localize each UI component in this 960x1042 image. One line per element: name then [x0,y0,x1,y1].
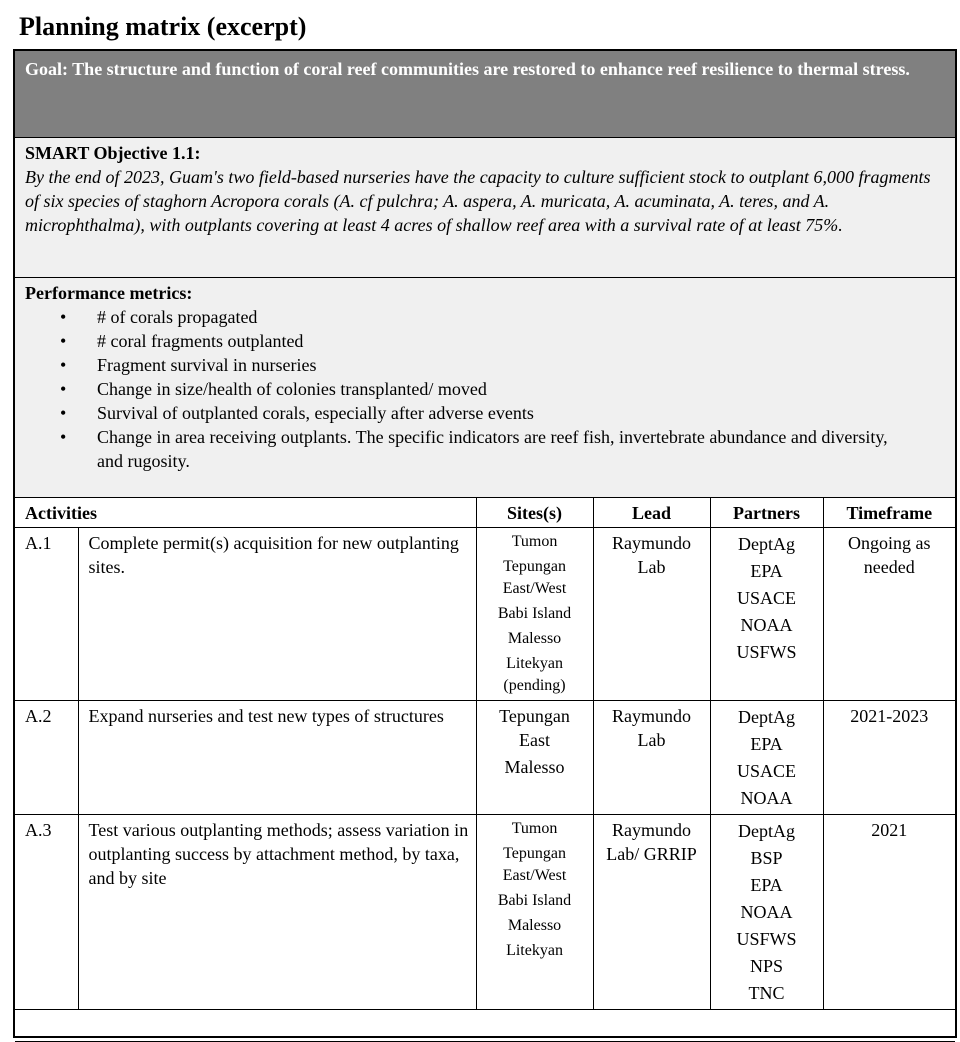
smart-objective [15,138,955,278]
list-item: • Survival of outplanted corals, especially after adverse events [60,403,534,423]
sites-cell: Tepungan East Malesso [476,701,593,815]
list-item: • Change in size/health of colonies transplanted/ moved [60,379,487,399]
performance-metrics [15,278,955,498]
list-item: • Change in area receiving outplants. The specific indicators are reef fish, invertebrate abundance and diversity, and rugosity. [60,427,888,471]
table-row [15,528,955,701]
activity-id: A.1 [15,528,78,701]
lead-cell: Raymundo Lab [593,701,710,815]
objective-heading: SMART Objective 1.1: [25,143,201,163]
activity-id: A.3 [15,815,78,1010]
list-item: • # of corals propagated [60,307,258,327]
goal-banner: Goal: The structure and function of coral reef communities are restored to enhance reef resilience to thermal stress. [15,51,955,138]
list-item: • Fragment survival in nurseries [60,355,317,375]
objective-text: By the end of 2023, Guam's two field-based nurseries have the capacity to culture sufficient stock to outplant 6,000 fragments of six species of staghorn Acropora corals (A. cf pulchra; A. aspera, A. muricata, A. acuminata, A. teres, and A. microphthalma), with outplants covering at least 4 acres of shallow reef area with a survival rate of at least 75%. [25,167,931,235]
lead-cell: Raymundo Lab/ GRRIP [593,815,710,1010]
activity-description: Test various outplanting methods; assess variation in outplanting success by attachment method, by taxa, and by site [78,815,476,1010]
header-partners: Partners [710,498,823,528]
metrics-heading: Performance metrics: [25,283,193,303]
bullet-icon: • [60,307,67,327]
table-header-row [15,498,955,528]
sites-cell: Tumon Tepungan East/West Babi Island Malesso Litekyan [476,815,593,1010]
header-lead: Lead [593,498,710,528]
header-timeframe: Timeframe [823,498,955,528]
bullet-icon: • [60,355,67,375]
timeframe-cell: Ongoing as needed [823,528,955,701]
planning-matrix [13,49,957,1038]
empty-row [15,1010,955,1042]
table-row [15,701,955,815]
activity-id: A.2 [15,701,78,815]
header-sites: Sites(s) [476,498,593,528]
bullet-icon: • [60,427,67,447]
bullet-icon: • [60,379,67,399]
lead-cell: Raymundo Lab [593,528,710,701]
empty-cell [15,1010,955,1042]
timeframe-cell: 2021-2023 [823,701,955,815]
activities-table [15,498,955,1042]
timeframe-cell: 2021 [823,815,955,1010]
activity-description: Complete permit(s) acquisition for new outplanting sites. [78,528,476,701]
partners-cell: DeptAg BSP EPA NOAA USFWS NPS TNC [710,815,823,1010]
partners-cell: DeptAg EPA USACE NOAA USFWS [710,528,823,701]
list-item: • # coral fragments outplanted [60,331,304,351]
metrics-list [25,305,945,473]
page-title: Planning matrix (excerpt) [19,12,307,41]
sites-cell: Tumon Tepungan East/West Babi Island Malesso Litekyan (pending) [476,528,593,701]
bullet-icon: • [60,403,67,423]
partners-cell: DeptAg EPA USACE NOAA [710,701,823,815]
bullet-icon: • [60,331,67,351]
activity-description: Expand nurseries and test new types of structures [78,701,476,815]
table-row [15,815,955,1010]
header-activities: Activities [15,498,476,528]
